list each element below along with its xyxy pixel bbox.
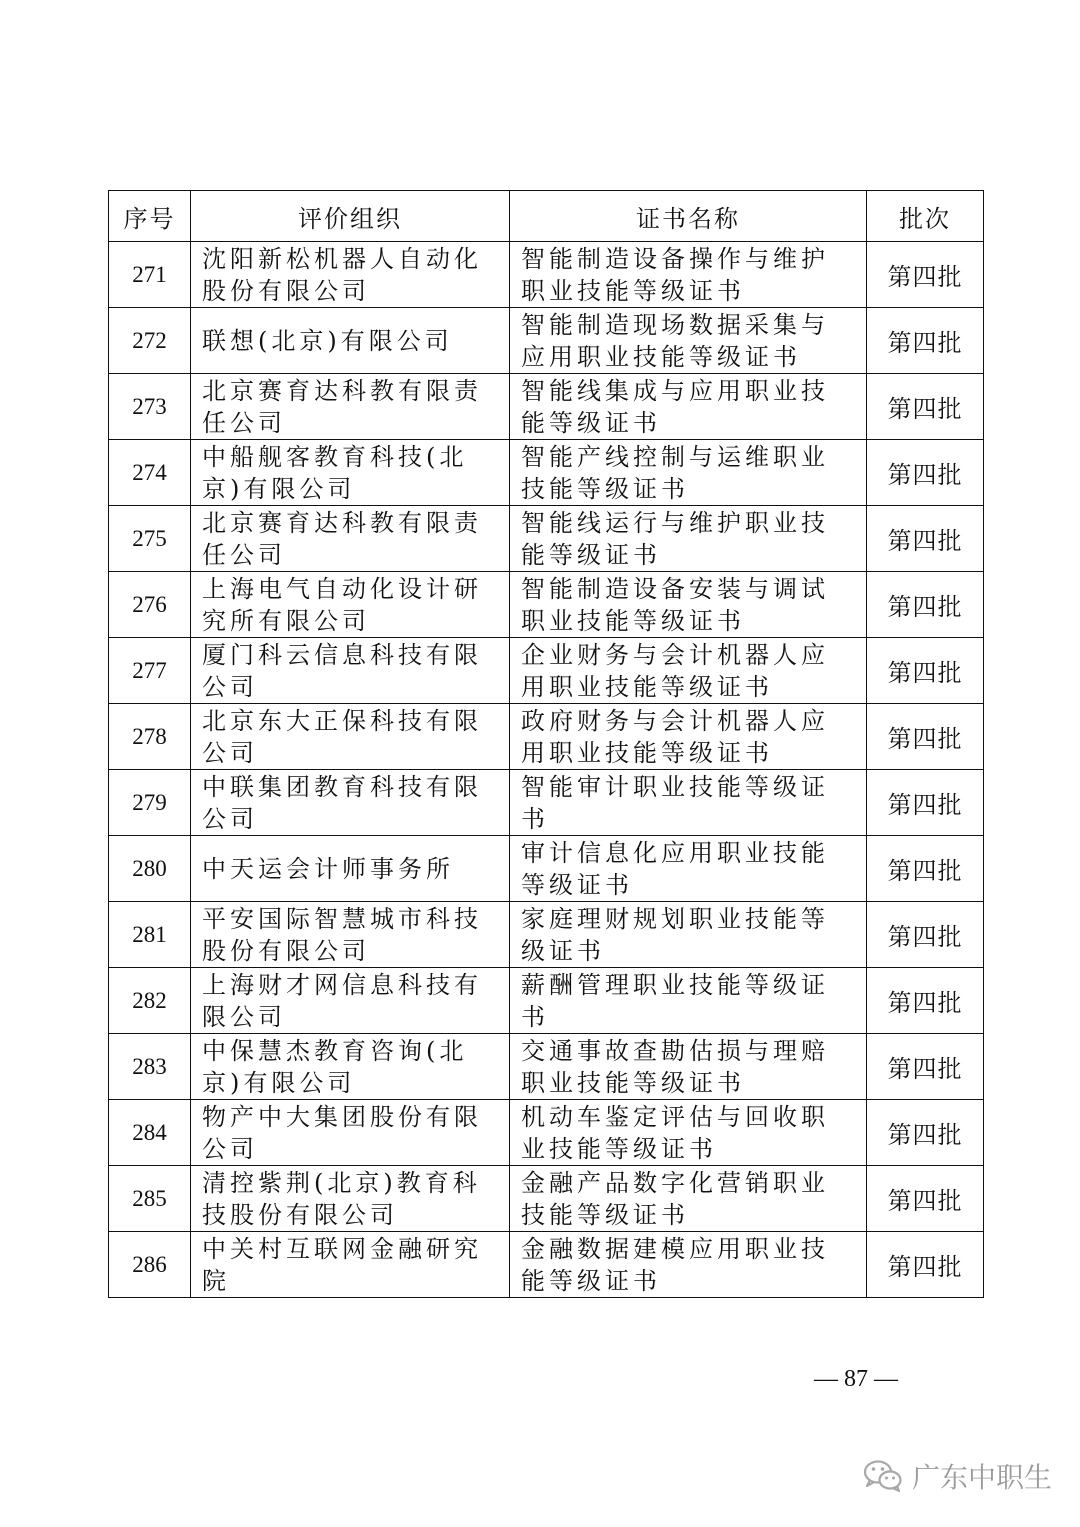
row-organization: 中船舰客教育科技(北京)有限公司 [191, 440, 510, 506]
header-no: 序号 [109, 191, 191, 242]
row-certificate: 交通事故查勘估损与理赔职业技能等级证书 [510, 1034, 867, 1100]
row-organization: 上海电气自动化设计研究所有限公司 [191, 572, 510, 638]
row-number: 275 [109, 506, 191, 572]
row-organization: 清控紫荆(北京)教育科技股份有限公司 [191, 1166, 510, 1232]
row-batch: 第四批 [867, 374, 984, 440]
header-row [109, 191, 984, 242]
row-number: 285 [109, 1166, 191, 1232]
row-organization: 平安国际智慧城市科技股份有限公司 [191, 902, 510, 968]
watermark [862, 1456, 1052, 1496]
row-number: 283 [109, 1034, 191, 1100]
row-number: 274 [109, 440, 191, 506]
row-organization: 联想(北京)有限公司 [191, 308, 510, 374]
row-organization: 中天运会计师事务所 [191, 836, 510, 902]
row-certificate: 机动车鉴定评估与回收职业技能等级证书 [510, 1100, 867, 1166]
row-number: 271 [109, 242, 191, 308]
row-certificate: 审计信息化应用职业技能等级证书 [510, 836, 867, 902]
row-number: 276 [109, 572, 191, 638]
row-batch: 第四批 [867, 836, 984, 902]
header-cert: 证书名称 [510, 191, 867, 242]
table-row [109, 836, 984, 902]
table-body [109, 242, 984, 1298]
row-batch: 第四批 [867, 1100, 984, 1166]
table-row [109, 1100, 984, 1166]
row-batch: 第四批 [867, 704, 984, 770]
row-certificate: 智能产线控制与运维职业技能等级证书 [510, 440, 867, 506]
row-number: 277 [109, 638, 191, 704]
row-batch: 第四批 [867, 506, 984, 572]
row-batch: 第四批 [867, 968, 984, 1034]
table-row [109, 902, 984, 968]
row-organization: 中联集团教育科技有限公司 [191, 770, 510, 836]
row-certificate: 智能线运行与维护职业技能等级证书 [510, 506, 867, 572]
table-row [109, 572, 984, 638]
row-number: 281 [109, 902, 191, 968]
wechat-icon [862, 1458, 904, 1494]
row-batch: 第四批 [867, 1166, 984, 1232]
table-row [109, 968, 984, 1034]
row-batch: 第四批 [867, 638, 984, 704]
table-row [109, 440, 984, 506]
watermark-text: 广东中职生 [912, 1461, 1053, 1494]
row-organization: 中保慧杰教育咨询(北京)有限公司 [191, 1034, 510, 1100]
row-number: 286 [109, 1232, 191, 1298]
row-number: 279 [109, 770, 191, 836]
table-row [109, 704, 984, 770]
table-row [109, 770, 984, 836]
table-row [109, 308, 984, 374]
page-number: — 87 — [814, 1366, 898, 1392]
row-number: 272 [109, 308, 191, 374]
row-certificate: 智能审计职业技能等级证书 [510, 770, 867, 836]
row-number: 284 [109, 1100, 191, 1166]
row-batch: 第四批 [867, 572, 984, 638]
row-number: 282 [109, 968, 191, 1034]
row-certificate: 薪酬管理职业技能等级证书 [510, 968, 867, 1034]
header-org: 评价组织 [191, 191, 510, 242]
row-number: 273 [109, 374, 191, 440]
row-certificate: 智能制造设备安装与调试职业技能等级证书 [510, 572, 867, 638]
row-organization: 厦门科云信息科技有限公司 [191, 638, 510, 704]
row-batch: 第四批 [867, 1034, 984, 1100]
row-batch: 第四批 [867, 242, 984, 308]
row-certificate: 企业财务与会计机器人应用职业技能等级证书 [510, 638, 867, 704]
table-row [109, 638, 984, 704]
row-organization: 物产中大集团股份有限公司 [191, 1100, 510, 1166]
row-certificate: 智能制造设备操作与维护职业技能等级证书 [510, 242, 867, 308]
row-organization: 沈阳新松机器人自动化股份有限公司 [191, 242, 510, 308]
header-batch: 批次 [867, 191, 984, 242]
row-batch: 第四批 [867, 1232, 984, 1298]
row-certificate: 家庭理财规划职业技能等级证书 [510, 902, 867, 968]
row-certificate: 金融数据建模应用职业技能等级证书 [510, 1232, 867, 1298]
row-certificate: 智能制造现场数据采集与应用职业技能等级证书 [510, 308, 867, 374]
table-row [109, 374, 984, 440]
table-row [109, 242, 984, 308]
table-row [109, 1166, 984, 1232]
certificate-table [108, 190, 984, 1298]
row-organization: 北京赛育达科教有限责任公司 [191, 374, 510, 440]
row-certificate: 政府财务与会计机器人应用职业技能等级证书 [510, 704, 867, 770]
row-organization: 北京东大正保科技有限公司 [191, 704, 510, 770]
row-certificate: 智能线集成与应用职业技能等级证书 [510, 374, 867, 440]
row-organization: 上海财才网信息科技有限公司 [191, 968, 510, 1034]
row-organization: 北京赛育达科教有限责任公司 [191, 506, 510, 572]
row-batch: 第四批 [867, 440, 984, 506]
table-row [109, 1232, 984, 1298]
table-row [109, 1034, 984, 1100]
row-number: 278 [109, 704, 191, 770]
row-certificate: 金融产品数字化营销职业技能等级证书 [510, 1166, 867, 1232]
table-row [109, 506, 984, 572]
row-batch: 第四批 [867, 770, 984, 836]
row-number: 280 [109, 836, 191, 902]
row-batch: 第四批 [867, 902, 984, 968]
row-organization: 中关村互联网金融研究院 [191, 1232, 510, 1298]
table-header [109, 191, 984, 242]
row-batch: 第四批 [867, 308, 984, 374]
